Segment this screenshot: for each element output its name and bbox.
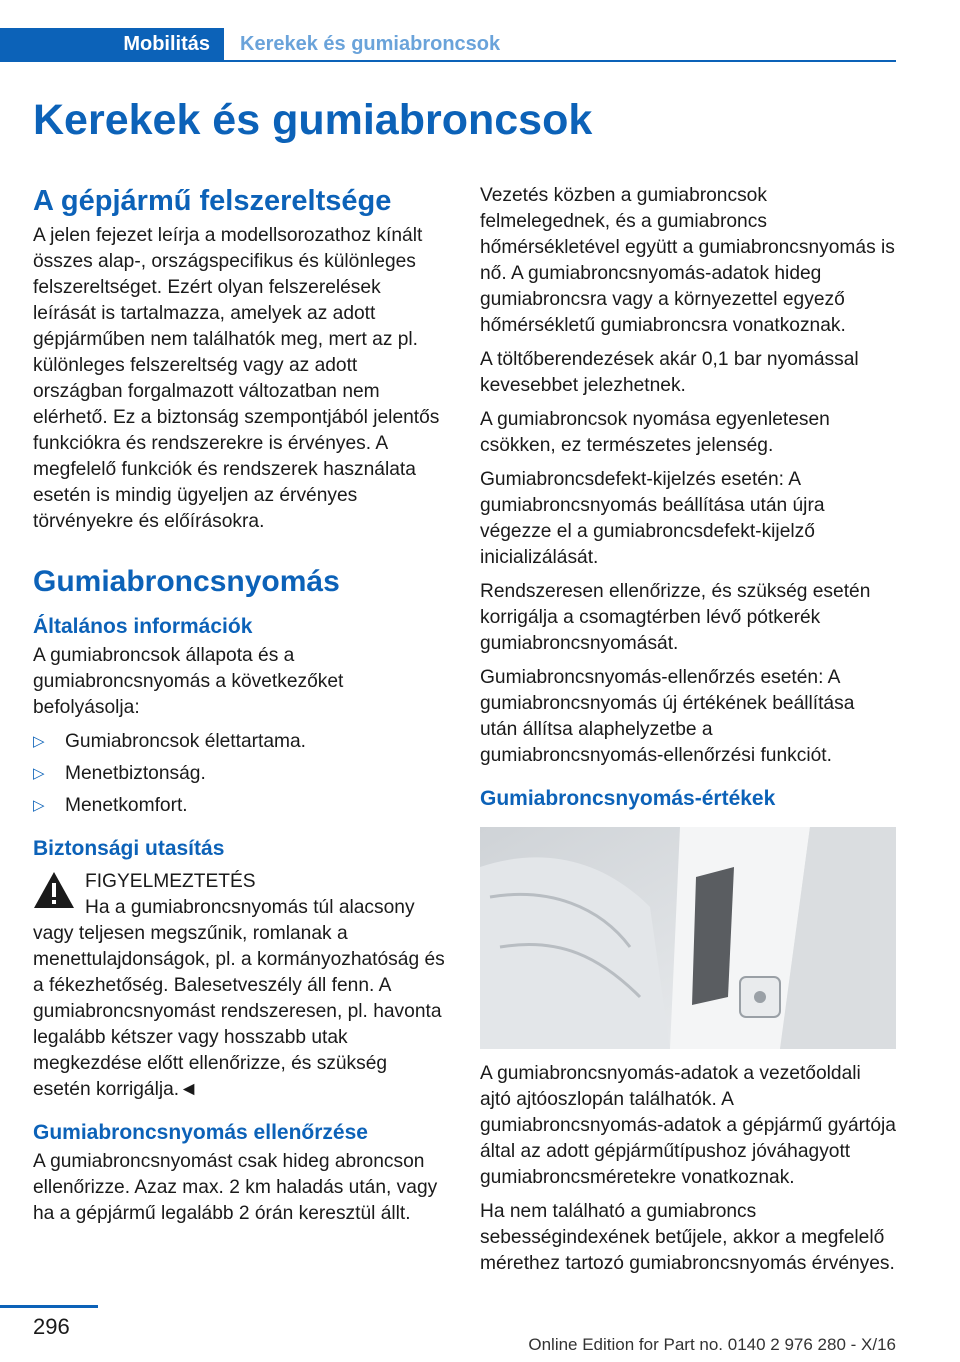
list-item: ▷ Menetkomfort. [33, 793, 448, 819]
page-header [0, 28, 896, 62]
warning-title: FIGYELMEZTETÉS [85, 871, 256, 892]
door-pillar-illustration [480, 827, 896, 1049]
paragraph: Gumiabroncsdefekt-kijelzés esetén: A gumiabroncsnyomás beállítása után újra végezze el a gumiabroncsdefekt-kijelző inicializálását. [480, 469, 825, 568]
list-item: ▷ Menetbiztonság. [33, 761, 448, 787]
chapter-tab: Kerekek és gumiabroncsok [240, 33, 501, 55]
list-item: ▷ Gumiabroncsok élettartama. [33, 729, 448, 755]
paragraph: Vezetés közben a gumiabroncsok felmelegednek, és a gumiabroncs hőmérsékletével együtt a gumiabroncsnyomás is nő. A gumiabroncsnyomás-adatok hideg gumiabroncsra vagy a környezettel egyező hőmérsékletű gumiabroncsra vonatkoznak. [480, 185, 895, 336]
check-text: A gumiabroncsnyomást csak hideg abroncson ellenőrizze. Azaz max. 2 km haladás után, vagy ha a gépjármű legalább 2 órán keresztül állt. [33, 1151, 438, 1224]
values-heading: Gumiabroncsnyomás-értékek [480, 787, 776, 810]
triangle-bullet-icon: ▷ [33, 765, 45, 782]
equipment-heading: A gépjármű felszereltsége [33, 185, 392, 217]
general-info-text: A gumiabroncsok állapota és a gumiabroncsnyomás a következőket befolyásolja: [33, 645, 344, 718]
right-column [480, 183, 896, 1285]
left-column [33, 183, 448, 1235]
warning-block [33, 869, 448, 1103]
triangle-bullet-icon: ▷ [33, 733, 45, 750]
warning-text: Ha a gumiabroncsnyomás túl alacsony vagy teljesen megszűnik, romlanak a menettulajdonságok, pl. a kormányozhatóság és a fékezhetőség. Balesetveszély áll fenn. A gumiabroncsnyomást rendszeresen, pl. havonta legalább kétszer vagy hosszabb utak megkezdése előtt ellenőrizze, és szükség esetén korrigálja.◄ [33, 897, 445, 1100]
paragraph: Ha nem található a gumiabroncs sebességindexének betűjele, akkor a megfelelő mérethez tartozó gumiabroncsnyomás érvényes. [480, 1201, 895, 1274]
edition-note: Online Edition for Part no. 0140 2 976 280 - X/16 [528, 1335, 896, 1354]
paragraph: A gumiabroncsnyomás-adatok a vezetőoldali ajtó ajtóoszlopán találhatók. A gumiabroncsnyomás-adatok a gépjármű gyártója által az adott gépjárműtípushoz jóváhagyott gumiabroncsméretekre vonatkoznak. [480, 1063, 896, 1188]
triangle-bullet-icon: ▷ [33, 797, 45, 814]
safety-heading: Biztonsági utasítás [33, 837, 225, 860]
influence-list [33, 729, 448, 819]
paragraph: A gumiabroncsok nyomása egyenletesen csökken, ez természetes jelenség. [480, 409, 830, 456]
page-number: 296 [33, 1314, 70, 1339]
check-heading: Gumiabroncsnyomás ellenőrzése [33, 1121, 368, 1144]
tire-pressure-heading: Gumiabroncsnyomás [33, 565, 340, 598]
equipment-text: A jelen fejezet leírja a modellsorozathoz kínált összes alap-, országspecifikus és különleges felszereltséget. Ezért olyan felszerelések leírását is tartalmazza, amelyek az adott gépjárműben nem találhatók meg, mert az pl. különleges felszereltség vagy az adott országban forgalmazott változatban nem elérhető. Ez a biztonság szempontjából jelentős funkciókra és rendszerekre is érvényes. A megfelelő funkciók és rendszerek használata esetén is mindig ügyeljen az érvényes törvényekre és előírásokra. [33, 225, 440, 532]
general-info-heading: Általános információk [33, 615, 253, 638]
paragraph: Rendszeresen ellenőrizze, és szükség esetén korrigálja a csomagtérben lévő pótkerék gumiabroncsnyomását. [480, 581, 871, 654]
warning-triangle-icon [33, 871, 75, 909]
paragraph: Gumiabroncsnyomás-ellenőrzés esetén: A gumiabroncsnyomás új értékének beállítása után állítsa alaphelyzetbe a gumiabroncsnyomás-ellenőrzési funkciót. [480, 667, 855, 766]
page-title: Kerekek és gumiabroncsok [33, 96, 593, 144]
footer-rule [0, 1305, 98, 1308]
header-rule [0, 60, 896, 62]
section-tab: Mobilitás [0, 28, 224, 60]
paragraph: A töltőberendezések akár 0,1 bar nyomással kevesebbet jelezhetnek. [480, 349, 859, 396]
